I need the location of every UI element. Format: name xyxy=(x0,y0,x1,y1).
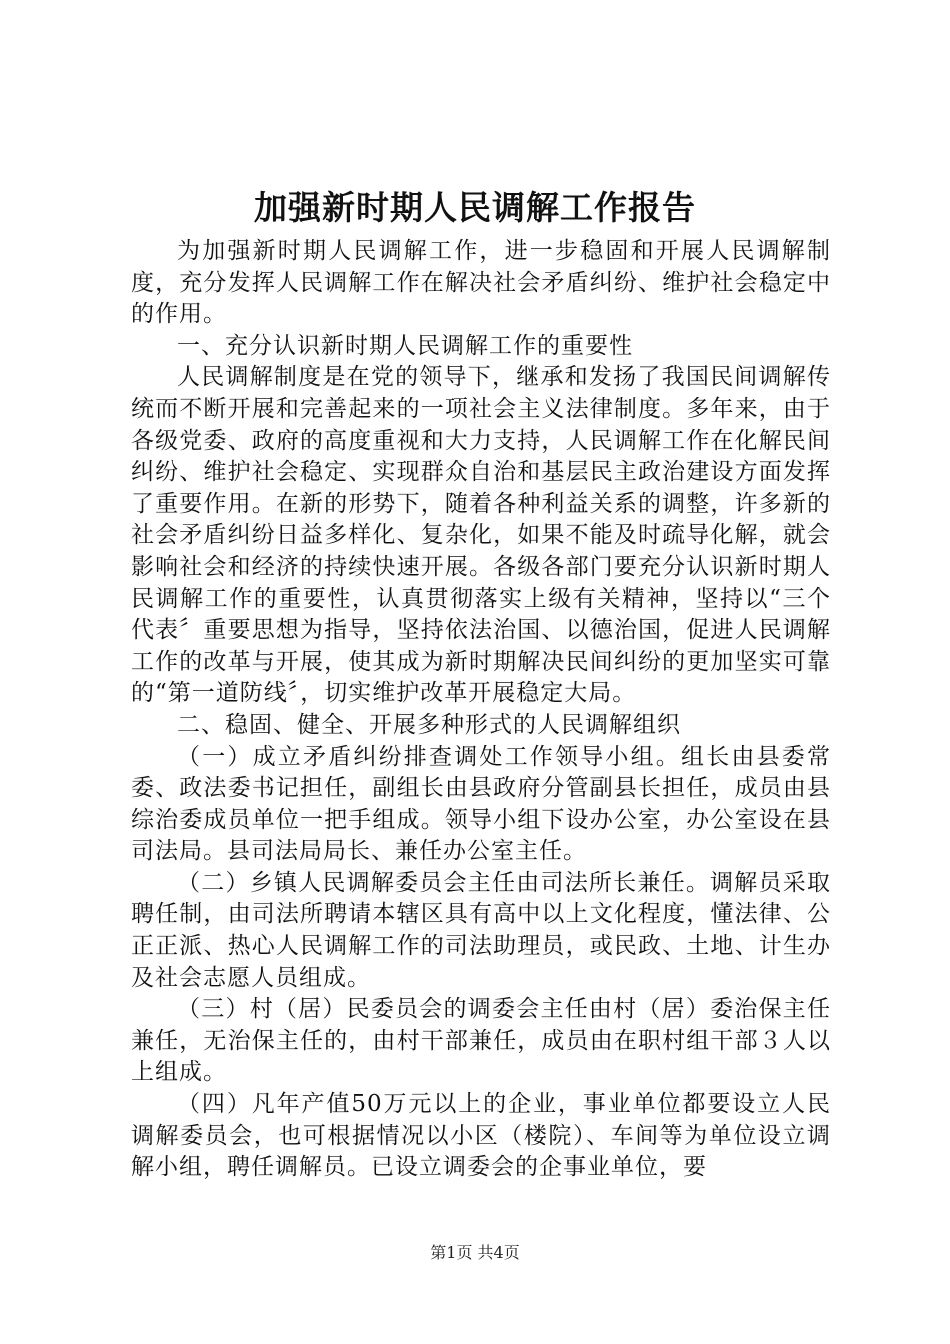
document-body xyxy=(131,236,831,1184)
item-2-paragraph: （二）乡镇人民调解委员会主任由司法所长兼任。调解员采取聘任制，由司法所聘请本辖区具有高中以上文化程度，懂法律、公正正派、热心人民调解工作的司法助理员，或民政、土地、计生办及社会志愿人员组成。 xyxy=(131,869,831,991)
item-3-paragraph: （三）村（居）民委员会的调委会主任由村（居）委治保主任兼任，无治保主任的，由村干部兼任，成员由在职村组干部３人以上组成。 xyxy=(131,996,831,1086)
section-heading-1: 一、充分认识新时期人民调解工作的重要性 xyxy=(177,332,633,359)
intro-paragraph: 为加强新时期人民调解工作，进一步稳固和开展人民调解制度，充分发挥人民调解工作在解决社会矛盾纠纷、维护社会稳定中的作用。 xyxy=(131,238,831,328)
section-heading-2: 二、稳固、健全、开展多种形式的人民调解组织 xyxy=(177,711,681,738)
section-1-paragraph: 人民调解制度是在党的领导下，继承和发扬了我国民间调解传统而不断开展和完善起来的一项社会主义法律制度。多年来，由于各级党委、政府的高度重视和大力支持，人民调解工作在化解民间纠纷、维护社会稳定、实现群众自治和基层民主政治建设方面发挥了重要作用。在新的形势下，随着各种利益关系的调整，许多新的社会矛盾纠纷日益多样化、复杂化，如果不能及时疏导化解，就会影响社会和经济的持续快速开展。各级各部门要充分认识新时期人民调解工作的重要性，认真贯彻落实上级有关精神，坚持以“三个代表〞重要思想为指导，坚持依法治国、以德治国，促进人民调解工作的改革与开展，使其成为新时期解决民间纠纷的更加坚实可靠的“第一道防线〞，切实维护改革开展稳定大局。 xyxy=(131,364,831,707)
item-1-paragraph: （一）成立矛盾纠纷排查调处工作领导小组。组长由县委常委、政法委书记担任，副组长由县政府分管副县长担任，成员由县综治委成员单位一把手组成。领导小组下设办公室，办公室设在县司法局。县司法局局长、兼任办公室主任。 xyxy=(131,743,831,865)
page-footer: 第1页 共4页 xyxy=(430,1243,520,1262)
document-title: 加强新时期人民调解工作报告 xyxy=(254,188,696,227)
item-4-paragraph: （四）凡年产值50万元以上的企业，事业单位都要设立人民调解委员会，也可根据情况以小区（楼院）、车间等为单位设立调解小组，聘任调解员。已设立调委会的企事业单位，要 xyxy=(131,1091,831,1181)
